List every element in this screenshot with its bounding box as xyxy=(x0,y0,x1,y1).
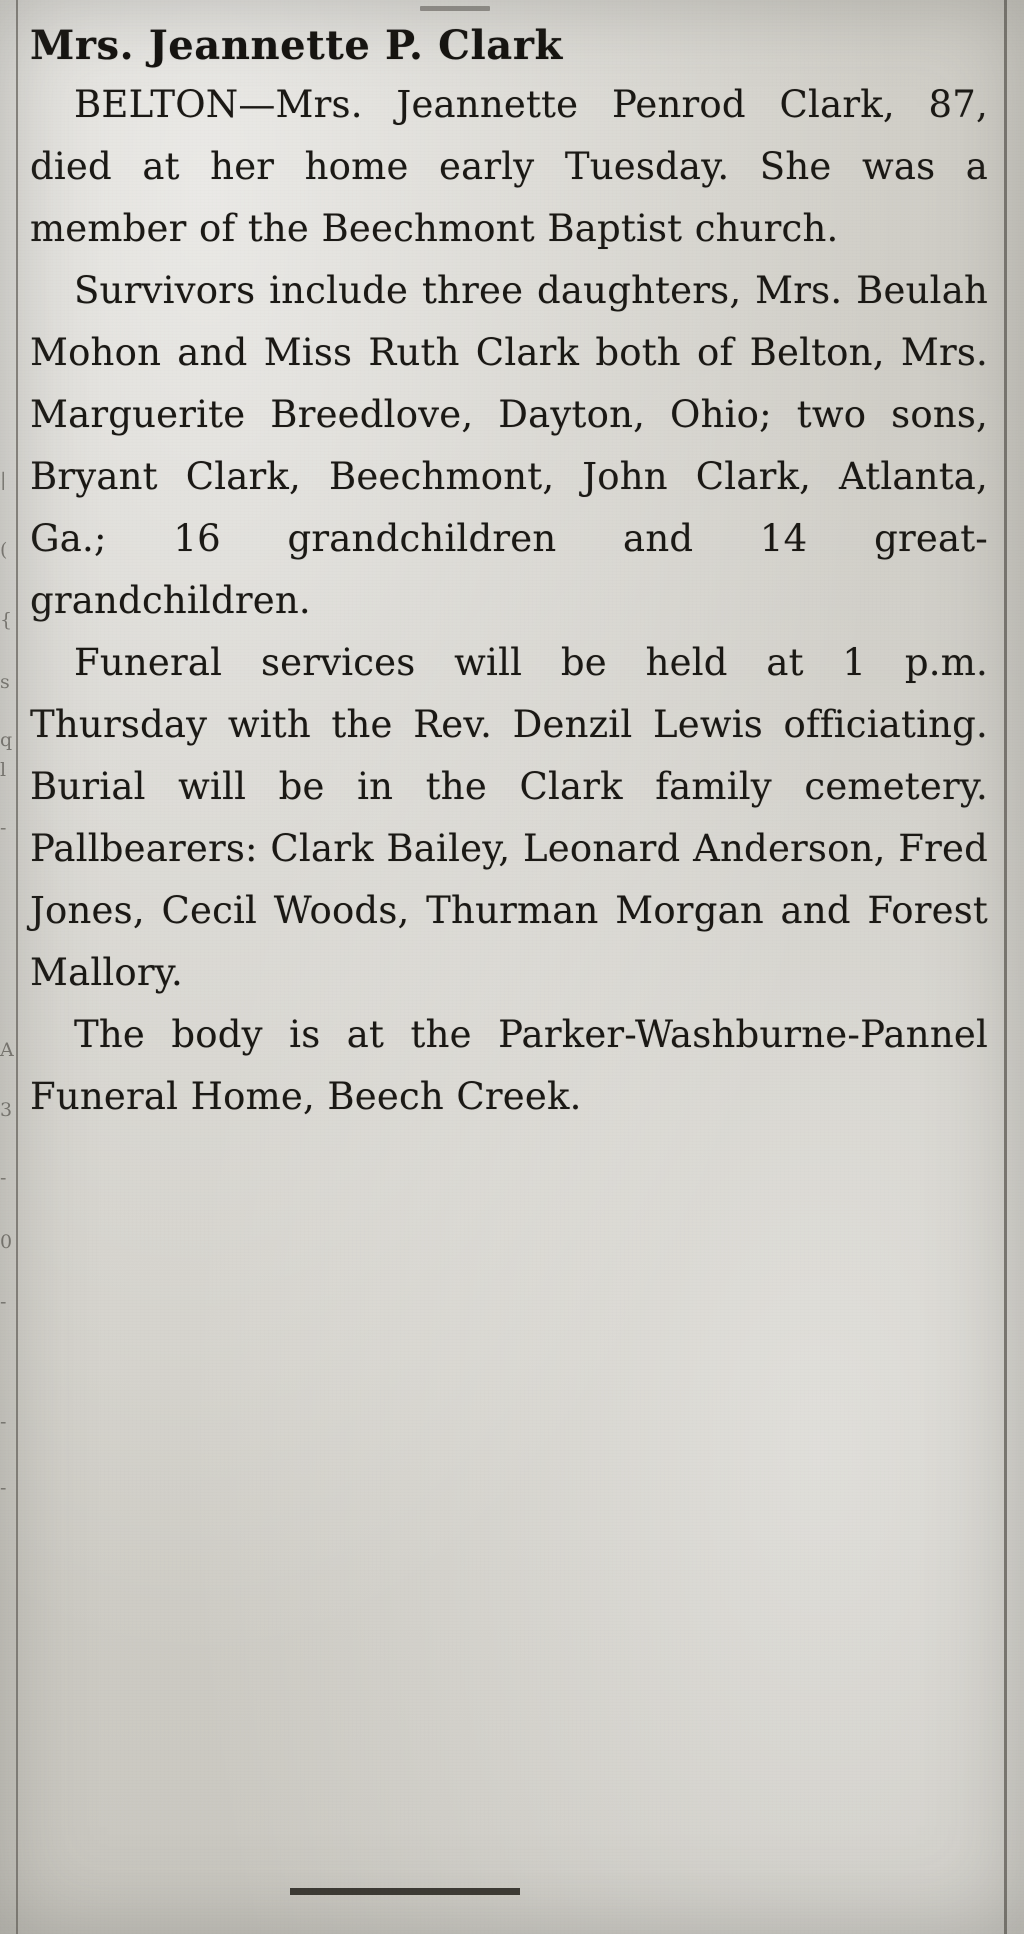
edge-fragment: - xyxy=(0,1412,7,1432)
edge-fragment: - xyxy=(0,818,7,838)
obituary-paragraph: Survivors include three daughters, Mrs. Beulah Mohon and Miss Ruth Clark both of Belton, Mrs. Marguerite Breedlove, Dayton, Ohio; two sons, Bryant Clark, Beechmont, John Clark, Atlanta, Ga.; 16 grandchildren and 14 great-grandchildren. xyxy=(30,269,988,622)
edge-fragment: | xyxy=(0,470,7,490)
obituary-paragraph: BELTON—Mrs. Jeannette Penrod Clark, 87, died at her home early Tuesday. She was a member of the Beechmont Baptist church. xyxy=(30,83,988,250)
right-column-divider-rule xyxy=(1004,0,1007,1934)
left-column-divider-rule xyxy=(16,0,18,1934)
article-end-rule xyxy=(290,1888,520,1895)
edge-fragment: 3 xyxy=(0,1100,13,1120)
obituary-headline: Mrs. Jeannette P. Clark xyxy=(30,22,563,69)
edge-fragment: - xyxy=(0,1478,7,1498)
obituary-article xyxy=(30,22,988,1128)
obituary-paragraph: The body is at the Parker-Washburne-Pannel Funeral Home, Beech Creek. xyxy=(30,1013,988,1118)
top-column-rule-stub xyxy=(420,6,490,11)
obituary-paragraph: Funeral services will be held at 1 p.m. Thursday with the Rev. Denzil Lewis officiating. Burial will be in the Clark family cemetery. Pallbearers: Clark Bailey, Leonard Anderson, Fred Jones, Cecil Woods, Thurman Morgan and Forest Mallory. xyxy=(30,641,988,994)
edge-fragment: ( xyxy=(0,540,8,560)
edge-fragment: { xyxy=(0,610,13,630)
edge-fragment: - xyxy=(0,1292,7,1312)
edge-fragment: l xyxy=(0,760,7,780)
edge-fragment: A xyxy=(0,1040,14,1060)
edge-fragment: s xyxy=(0,672,10,692)
edge-fragment: q xyxy=(0,730,13,750)
edge-fragment: 0 xyxy=(0,1232,13,1252)
edge-fragment: - xyxy=(0,1168,7,1188)
